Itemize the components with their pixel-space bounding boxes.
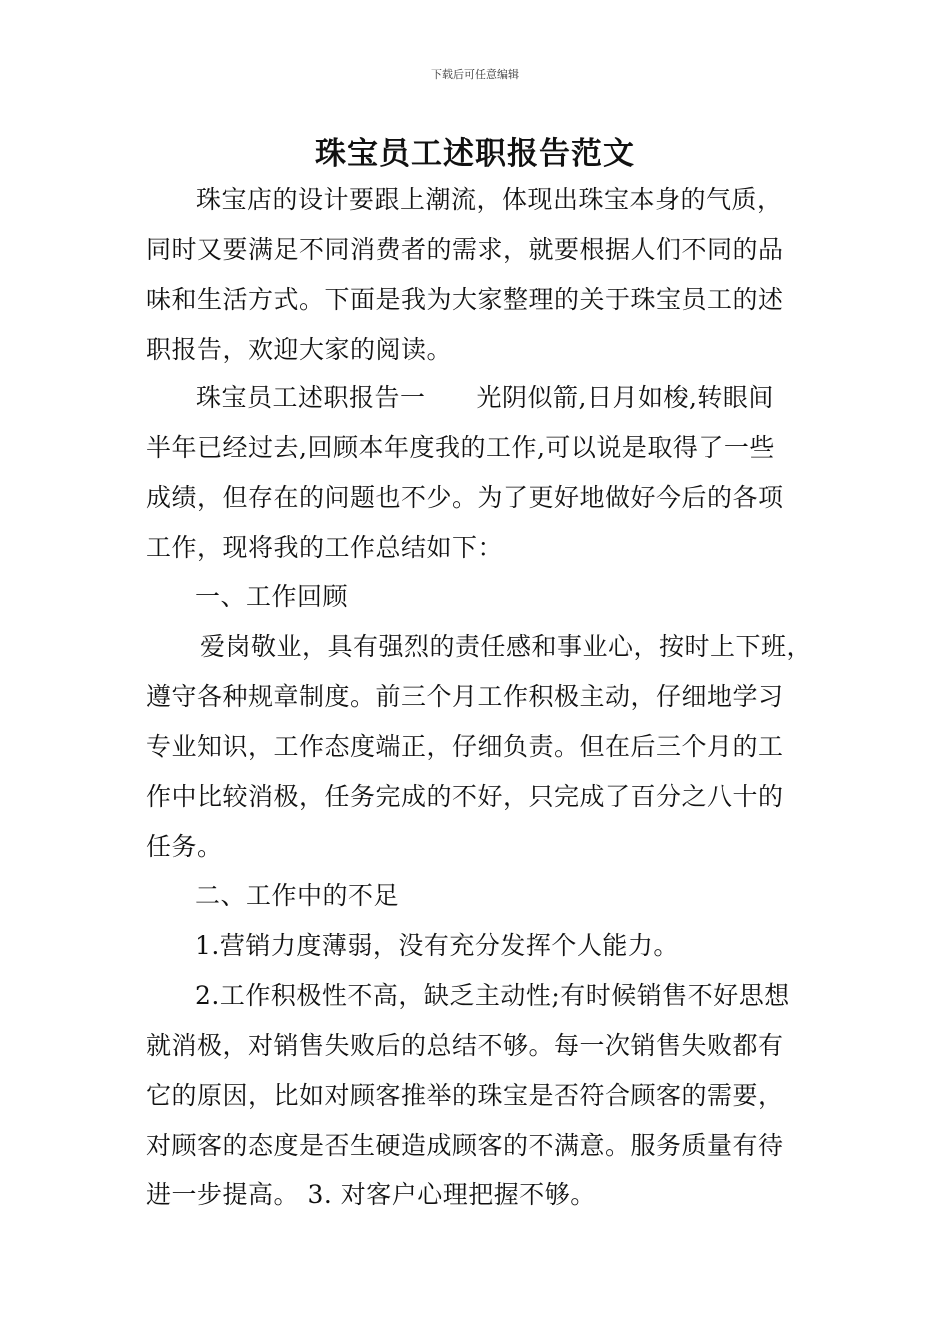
body-line: 作中比较消极，任务完成的不好，只完成了百分之八十的 [146, 782, 784, 811]
body-line: 味和生活方式。下面是我为大家整理的关于珠宝员工的述 [146, 285, 784, 314]
section-heading: 二、工作中的不足 [195, 881, 400, 910]
body-line: 专业知识，工作态度端正，仔细负责。但在后三个月的工 [146, 732, 784, 761]
body-line: 任务。 [146, 832, 223, 861]
list-item: 2.工作积极性不高，缺乏主动性;有时候销售不好思想 [195, 981, 790, 1010]
body-line: 对顾客的态度是否生硬造成顾客的不满意。服务质量有待 [146, 1131, 784, 1160]
body-line: 爱岗敬业，具有强烈的责任感和事业心，按时上下班， [200, 632, 813, 661]
document-title: 珠宝员工述职报告范文 [315, 136, 635, 172]
page-header-note: 下载后可任意编辑 [431, 68, 519, 81]
body-line: 珠宝员工述职报告一 光阴似箭,日月如梭,转眼间 [196, 383, 774, 412]
body-line: 遵守各种规章制度。前三个月工作积极主动，仔细地学习 [146, 682, 784, 711]
section-heading: 一、工作回顾 [195, 582, 349, 611]
list-item: 1.营销力度薄弱，没有充分发挥个人能力。 [195, 931, 679, 960]
body-line: 成绩，但存在的问题也不少。为了更好地做好今后的各项 [146, 483, 784, 512]
body-line: 珠宝店的设计要跟上潮流，体现出珠宝本身的气质， [196, 185, 783, 214]
body-line: 进一步提高。 3. 对客户心理把握不够。 [146, 1180, 596, 1209]
body-line: 就消极，对销售失败后的总结不够。每一次销售失败都有 [146, 1031, 784, 1060]
body-line: 职报告，欢迎大家的阅读。 [146, 335, 453, 364]
body-line: 同时又要满足不同消费者的需求，就要根据人们不同的品 [146, 235, 784, 264]
body-line: 它的原因，比如对顾客推举的珠宝是否符合顾客的需要， [146, 1081, 784, 1110]
body-line: 工作，现将我的工作总结如下： [146, 533, 504, 562]
body-line: 半年已经过去,回顾本年度我的工作,可以说是取得了一些 [146, 433, 775, 462]
